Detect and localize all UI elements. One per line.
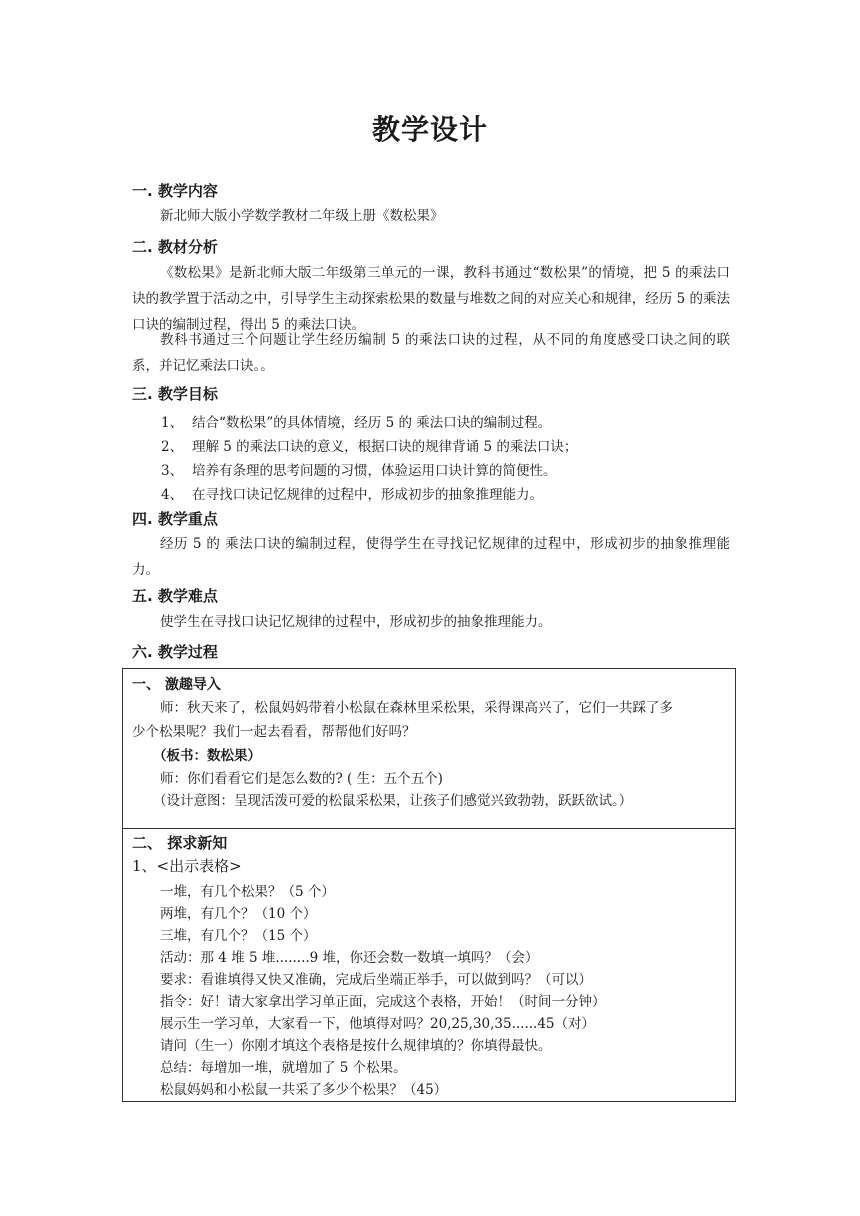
- section-heading-key-points: 四. 教学重点: [132, 510, 218, 528]
- goal-text: 理解 5 的乘法口诀的意义，根据口诀的规律背诵 5 的乘法口诀；: [192, 439, 578, 455]
- goal-text: 培养有条理的思考问题的习惯，体验运用口诀计算的简便性。: [192, 463, 557, 479]
- explore-line: 三堆，有几个？（15 个）: [160, 928, 317, 944]
- explore-line: 指令：好！请大家拿出学习单正面，完成这个表格，开始！（时间一分钟）: [160, 994, 606, 1010]
- section-heading-analysis: 二. 教材分析: [132, 238, 218, 256]
- process-box-explore: [122, 828, 736, 1102]
- goal-text: 在寻找口诀记忆规律的过程中，形成初步的抽象推理能力。: [192, 487, 543, 503]
- section-heading-content: 一. 教学内容: [132, 182, 218, 200]
- goal-item: [161, 411, 551, 431]
- explore-line: 活动：那 4 堆 5 堆........9 堆，你还会数一数填一填吗？（会）: [160, 950, 539, 966]
- intro-line-1: 师：秋天来了，松鼠妈妈带着小松鼠在森林里采松果，采得课高兴了，它们一共踩了多: [160, 700, 673, 716]
- process-box-intro: [122, 668, 736, 829]
- section-heading-difficulties: 五. 教学难点: [132, 587, 218, 605]
- explore-line: 展示生一学习单，大家看一下，他填得对吗？20,25,30,35......45（对）: [160, 1016, 596, 1032]
- intro-board-note: （板书：数松果）: [153, 748, 261, 764]
- goal-number: 1、: [161, 415, 184, 431]
- analysis-paragraph-1: 《数松果》是新北师大版二年级第三单元的一课，教科书通过“数松果”的情境，把 5 的乘法口诀的教学置于活动之中，引导学生主动探索松果的数量与堆数之间的对应关心和规律，经历 5 的乘法口诀的编制过程，得出 5 的乘法口诀。: [132, 265, 730, 333]
- explore-line: 请问（生一）你刚才填这个表格是按什么规律填的？你填得最快。: [160, 1038, 552, 1054]
- section-content-text: 新北师大版小学数学教材二年级上册《数松果》: [160, 208, 444, 224]
- goal-item: [161, 483, 543, 503]
- explore-line: 一堆，有几个松果？（5 个）: [160, 884, 335, 900]
- intro-design-intent: （设计意图：呈现活泼可爱的松鼠采松果，让孩子们感觉兴致勃勃，跃跃欲试。）: [153, 793, 633, 809]
- explore-line: 要求：看谁填得又快又准确，完成后坐端正举手，可以做到吗？（可以）: [160, 972, 592, 988]
- section-heading-process: 六. 教学过程: [132, 643, 218, 661]
- goal-text: 结合“数松果”的具体情境，经历 5 的 乘法口诀的编制过程。: [192, 415, 552, 431]
- intro-line-2: 少个松果呢？我们一起去看看，帮帮他们好吗？: [132, 724, 416, 740]
- key-points-text: 经历 5 的 乘法口诀的编制过程，使得学生在寻找记忆规律的过程中，形成初步的抽象推理能力。: [132, 536, 730, 578]
- goal-number: 4、: [161, 487, 184, 503]
- section-heading-goals: 三. 教学目标: [132, 385, 218, 403]
- intro-line-3: 师：你们看看它们是怎么数的? ( 生：五个五个): [160, 771, 443, 787]
- analysis-paragraph-2: 教科书通过三个问题让学生经历编制 5 的乘法口诀的过程，从不同的角度感受口诀之间的联系，并记忆乘法口诀。。: [132, 332, 730, 374]
- goal-item: [161, 435, 577, 455]
- explore-subheading: 1、<出示表格>: [132, 857, 242, 875]
- explore-line: 两堆，有几个？（10 个）: [160, 906, 317, 922]
- document-title: 教学设计: [371, 113, 488, 146]
- explore-line: 总结：每增加一堆，就增加了 5 个松果。: [160, 1060, 407, 1076]
- goal-item: [161, 459, 557, 479]
- goal-number: 2、: [161, 439, 184, 455]
- difficulties-text: 使学生在寻找口诀记忆规律的过程中，形成初步的抽象推理能力。: [160, 614, 552, 630]
- goal-number: 3、: [161, 463, 184, 479]
- explore-heading: 二、 探求新知: [132, 834, 228, 852]
- intro-heading: 一、 激趣导入: [132, 677, 221, 693]
- explore-line: 松鼠妈妈和小松鼠一共采了多少个松果？（45）: [160, 1082, 448, 1098]
